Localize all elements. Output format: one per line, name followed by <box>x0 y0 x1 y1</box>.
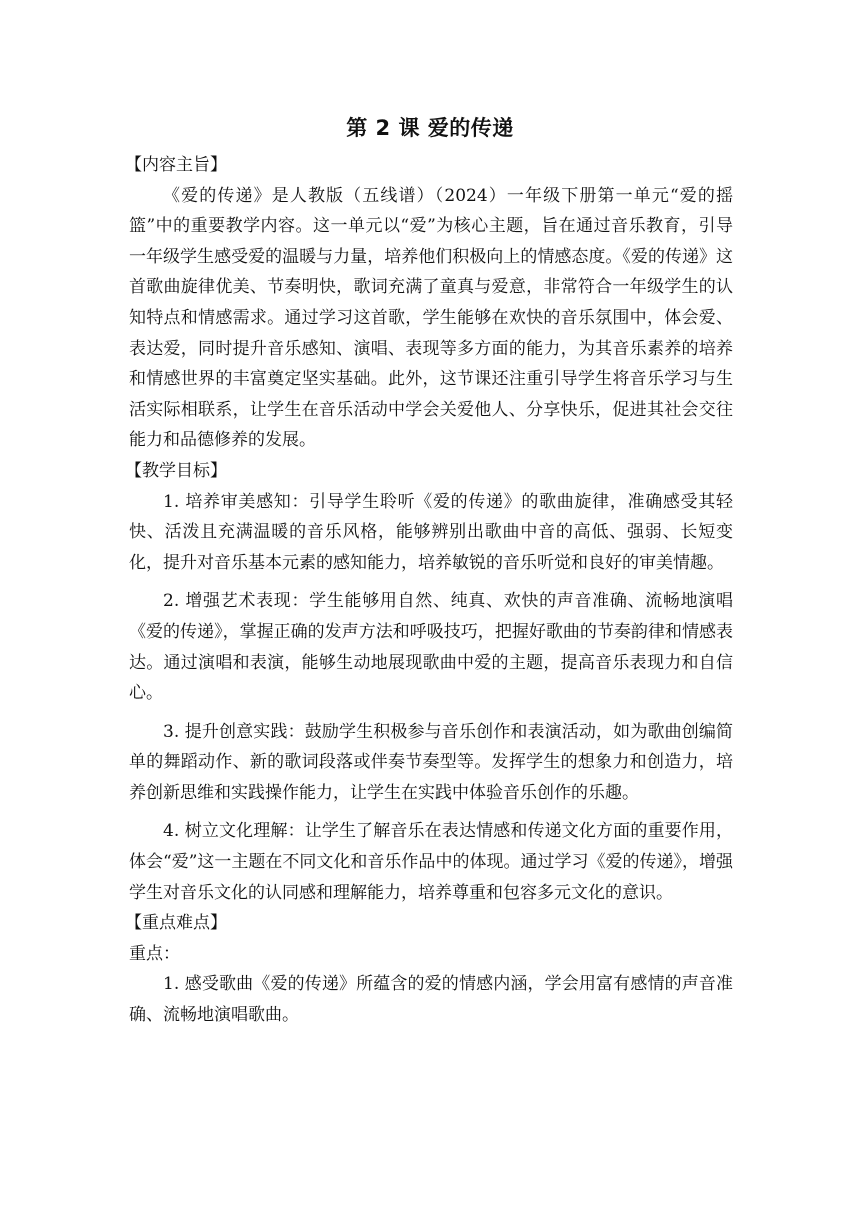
key-points-label: 重点： <box>129 943 180 964</box>
section-heading-teaching-goals: 【教学目标】 <box>125 460 227 481</box>
teaching-goal-item: 1. 培养审美感知：引导学生聆听《爱的传递》的歌曲旋律，准确感受其轻快、活泼且充满温暖的音乐风格，能够辨别出歌曲中音的高低、强弱、长短变化，提升对音乐基本元素的感知能力，培养敏锐的音乐听觉和良好的审美情趣。 <box>129 491 733 573</box>
key-point-item: 1. 感受歌曲《爱的传递》所蕴含的爱的情感内涵，学会用富有感情的声音准确、流畅地演唱歌曲。 <box>129 974 733 1026</box>
teaching-goal-item: 2. 增强艺术表现：学生能够用自然、纯真、欢快的声音准确、流畅地演唱《爱的传递》，掌握正确的发声方法和呼吸技巧，把握好歌曲的节奏韵律和情感表达。通过演唱和表演，能够生动地展现歌曲中爱的主题，提高音乐表现力和自信心。 <box>129 591 733 704</box>
document-body <box>125 150 733 1031</box>
content-aim-paragraph: 《爱的传递》是人教版（五线谱）（2024）一年级下册第一单元“爱的摇篮”中的重要教学内容。这一单元以“爱”为核心主题，旨在通过音乐教育，引导一年级学生感受爱的温暖与力量，培养他们积极向上的情感态度。《爱的传递》这首歌曲旋律优美、节奏明快，歌词充满了童真与爱意，非常符合一年级学生的认知特点和情感需求。通过学习这首歌，学生能够在欢快的音乐氛围中，体会爱、表达爱，同时提升音乐感知、演唱、表现等多方面的能力，为其音乐素养的培养和情感世界的丰富奠定坚实基础。此外，这节课还注重引导学生将音乐学习与生活实际相联系，让学生在音乐活动中学会关爱他人、分享快乐，促进其社会交往能力和品德修养的发展。 <box>129 185 733 451</box>
teaching-goal-item: 4. 树立文化理解：让学生了解音乐在表达情感和传递文化方面的重要作用，体会“爱”这一主题在不同文化和音乐作品中的体现。通过学习《爱的传递》，增强学生对音乐文化的认同感和理解能力，培养尊重和包容多元文化的意识。 <box>129 821 733 903</box>
section-heading-content-aim: 【内容主旨】 <box>125 155 227 175</box>
page-title: 第 2 课 爱的传递 <box>346 116 514 140</box>
section-heading-key-points: 【重点难点】 <box>125 913 227 934</box>
teaching-goal-item: 3. 提升创意实践：鼓励学生积极参与音乐创作和表演活动，如为歌曲创编简单的舞蹈动作、新的歌词段落或伴奏节奏型等。发挥学生的想象力和创造力，培养创新思维和实践操作能力，让学生在实践中体验音乐创作的乐趣。 <box>129 721 733 803</box>
